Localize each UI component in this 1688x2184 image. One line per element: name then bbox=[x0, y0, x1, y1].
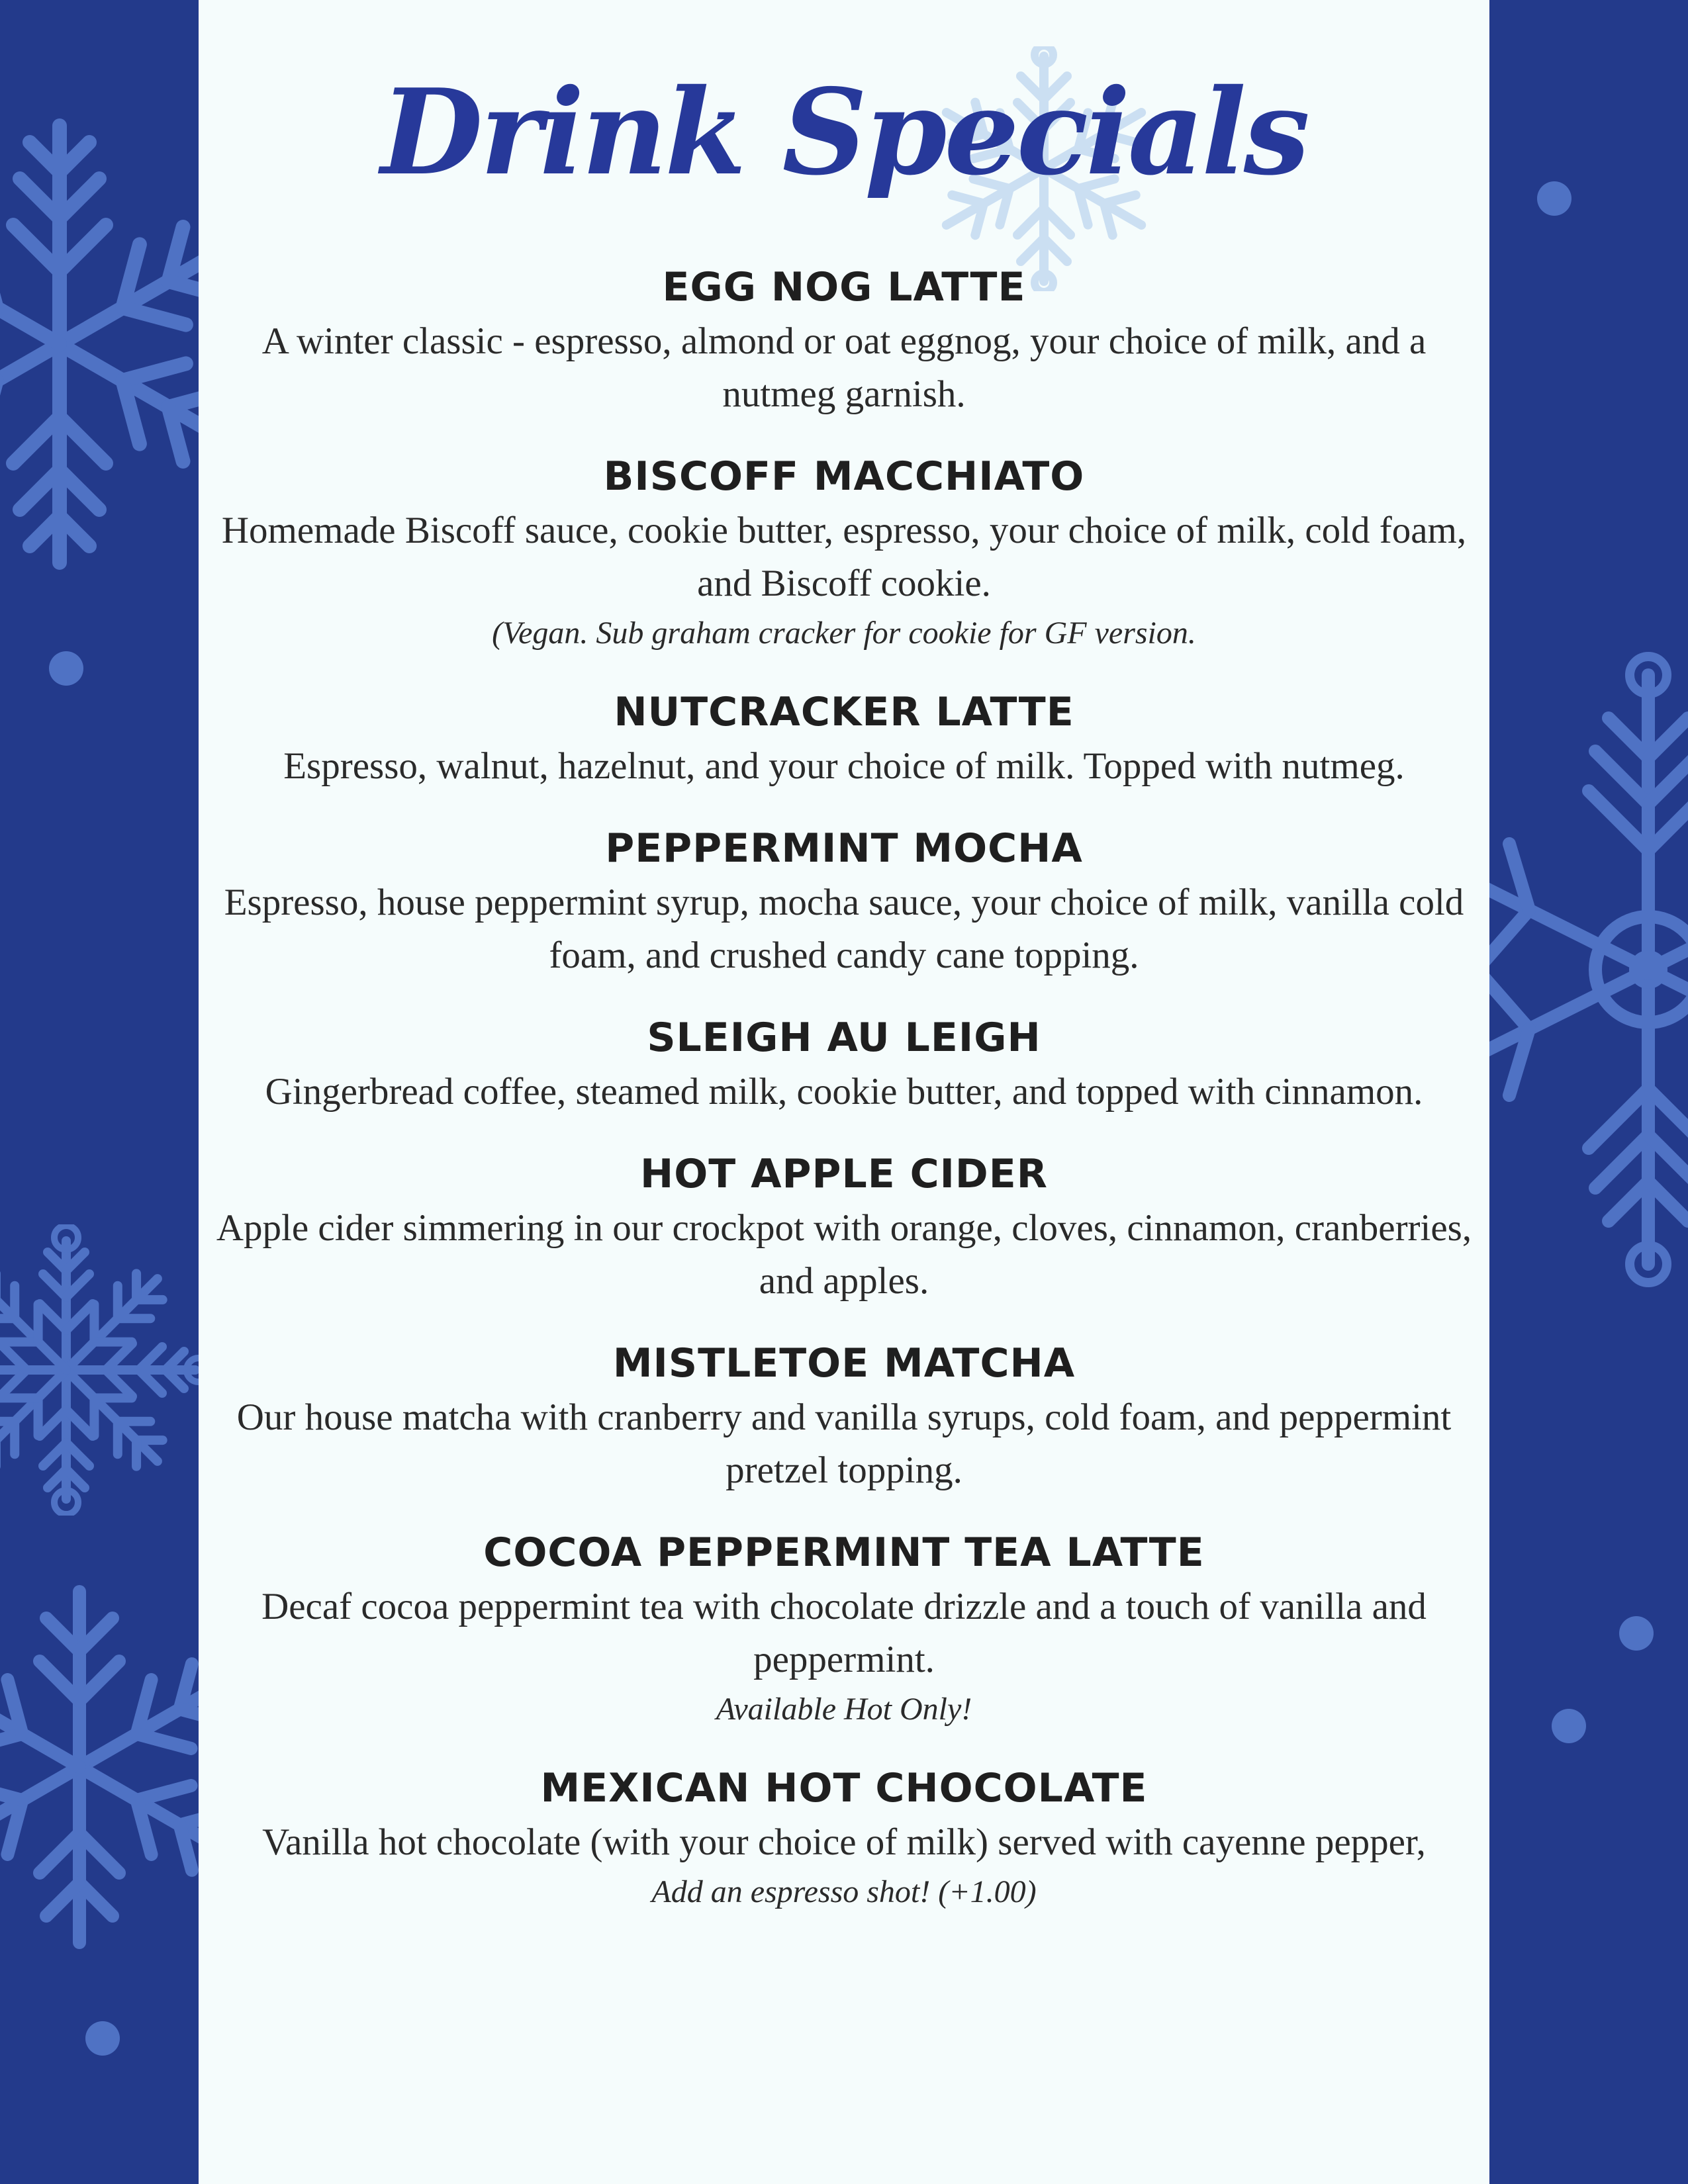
item-name: PEPPERMINT MOCHA bbox=[605, 825, 1083, 872]
menu-item-cocoa-peppermint-tea-latte bbox=[199, 1525, 1489, 1733]
item-name: SLEIGH AU LEIGH bbox=[647, 1015, 1041, 1061]
item-name: COCOA PEPPERMINT TEA LATTE bbox=[483, 1529, 1205, 1576]
item-name: MISTLETOE MATCHA bbox=[612, 1340, 1076, 1387]
menu-item-mistletoe-matcha bbox=[199, 1336, 1489, 1497]
snow-dots bbox=[1489, 0, 1688, 2184]
menu-item-nutcracker-latte bbox=[199, 684, 1489, 793]
menu-item-peppermint-mocha bbox=[199, 821, 1489, 982]
item-description: Espresso, house peppermint syrup, mocha sauce, your choice of milk, vanilla cold foam, and crushed candy cane topping. bbox=[224, 882, 1464, 976]
menu-panel bbox=[199, 0, 1489, 2184]
item-description: Vanilla hot chocolate (with your choice of milk) served with cayenne pepper, bbox=[262, 1821, 1426, 1863]
left-border bbox=[0, 0, 199, 2184]
menu-item-sleigh-au-leigh bbox=[199, 1010, 1489, 1118]
drink-menu bbox=[199, 259, 1489, 1915]
item-description: Espresso, walnut, hazelnut, and your choice of milk. Topped with nutmeg. bbox=[283, 745, 1405, 787]
menu-item-biscoff-macchiato bbox=[199, 449, 1489, 657]
item-description: Homemade Biscoff sauce, cookie butter, espresso, your choice of milk, cold foam, and Biscoff cookie. bbox=[221, 510, 1467, 604]
item-name: HOT APPLE CIDER bbox=[640, 1151, 1048, 1197]
menu-item-hot-apple-cider bbox=[199, 1146, 1489, 1308]
item-note: Add an espresso shot! (+1.00) bbox=[651, 1874, 1037, 1909]
page-title: Drink Specials bbox=[381, 63, 1307, 201]
item-name: MEXICAN HOT CHOCOLATE bbox=[540, 1765, 1148, 1811]
item-description: Gingerbread coffee, steamed milk, cookie butter, and topped with cinnamon. bbox=[265, 1071, 1423, 1113]
item-description: Our house matcha with cranberry and vanilla syrups, cold foam, and peppermint pretzel topping. bbox=[236, 1396, 1452, 1491]
item-description: A winter classic - espresso, almond or oat eggnog, your choice of milk, and a nutmeg garnish. bbox=[261, 320, 1427, 415]
item-note: Available Hot Only! bbox=[716, 1692, 972, 1727]
item-name: BISCOFF MACCHIATO bbox=[603, 453, 1085, 500]
item-description: Apple cider simmering in our crockpot with orange, cloves, cinnamon, cranberries, and apples. bbox=[216, 1207, 1472, 1302]
item-name: NUTCRACKER LATTE bbox=[614, 689, 1074, 735]
item-description: Decaf cocoa peppermint tea with chocolate drizzle and a touch of vanilla and peppermint. bbox=[261, 1586, 1427, 1680]
item-name: EGG NOG LATTE bbox=[662, 264, 1026, 310]
item-note: (Vegan. Sub graham cracker for cookie for GF version. bbox=[492, 615, 1196, 651]
menu-item-mexican-hot-chocolate bbox=[199, 1760, 1489, 1915]
right-border bbox=[1489, 0, 1688, 2184]
snow-dots bbox=[0, 0, 199, 2184]
menu-item-egg-nog-latte bbox=[199, 259, 1489, 421]
